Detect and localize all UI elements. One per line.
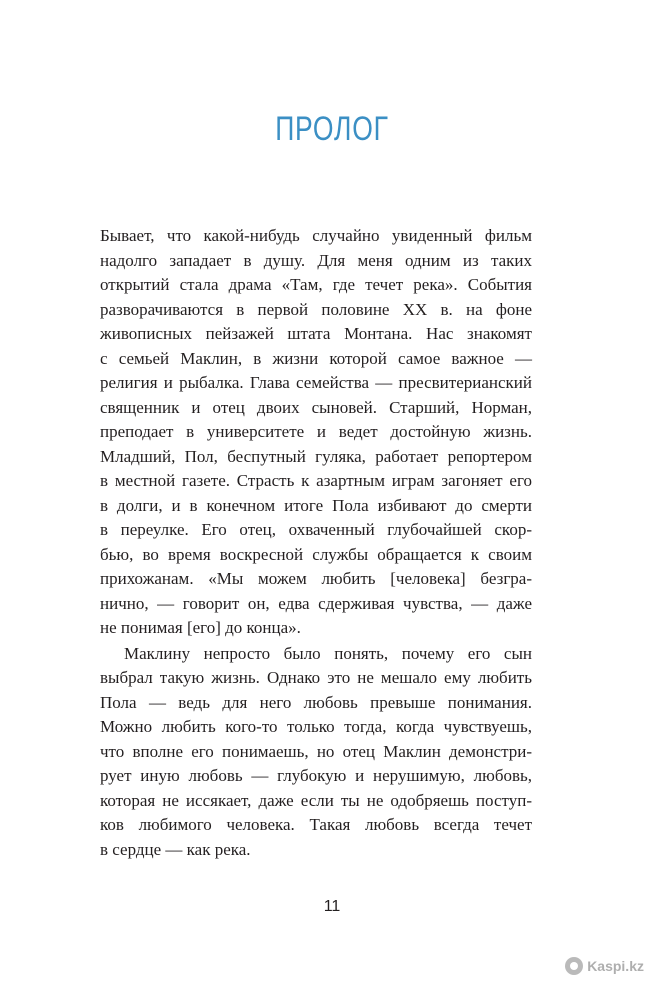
page-number: 11 xyxy=(323,898,341,915)
text-line: живописных пейзажей штата Монтана. Нас знакомят xyxy=(100,324,532,343)
text-line: открытий стала драма «Там, где течет река». События xyxy=(100,275,532,294)
text-line: выбрал такую жизнь. Однако это не мешало ему любить xyxy=(100,668,532,687)
text-line: разворачиваются в первой половине XX в. на фоне xyxy=(100,299,532,319)
text-line: в переулке. Его отец, охваченный глубочайшей скор- xyxy=(100,520,532,539)
text-line: бью, во время воскресной службы обращается к своим xyxy=(100,544,532,564)
body-text xyxy=(100,224,532,862)
text-line: преподает в университете и ведет достойную жизнь. xyxy=(100,422,532,441)
text-line: Бывает, что какой-нибудь случайно увиденный фильм xyxy=(100,226,532,245)
text-line: с семьей Маклин, в жизни которой самое важное — xyxy=(100,348,532,368)
text-line: прихожанам. «Мы можем любить [человека] безгра- xyxy=(100,569,532,588)
text-line: священник и отец двоих сыновей. Старший, Норман, xyxy=(100,397,532,417)
text-line: Пола — ведь для него любовь превыше понимания. xyxy=(100,692,532,712)
text-line: надолго западает в душу. Для меня одним из таких xyxy=(100,250,532,270)
text-line: в долги, и в конечном итоге Пола избивают до смерти xyxy=(100,495,532,515)
kaspi-logo-icon xyxy=(565,957,583,975)
text-line: Младший, Пол, беспутный гуляка, работает репортером xyxy=(100,446,532,466)
paragraph-2 xyxy=(100,642,532,863)
text-line: которая не иссякает, даже если ты не одобряешь поступ- xyxy=(100,790,532,810)
text-line: не понимая [его] до конца». xyxy=(100,618,301,637)
paragraph-1 xyxy=(100,224,532,641)
text-line: религия и рыбалка. Глава семейства — пресвитерианский xyxy=(100,373,532,392)
text-line: в местной газете. Страсть к азартным играм загоняет его xyxy=(100,471,532,490)
text-line: что вполне его понимаешь, но отец Маклин демонстри- xyxy=(100,741,532,761)
text-line: ков любимого человека. Такая любовь всегда течет xyxy=(100,815,532,834)
text-line: нично, — говорит он, едва сдерживая чувства, — даже xyxy=(100,593,532,613)
text-line: Можно любить кого-то только тогда, когда чувствуешь, xyxy=(100,717,532,736)
kaspi-watermark xyxy=(565,957,644,975)
text-line: в сердце — как река. xyxy=(100,839,251,859)
text-line: Маклину непросто было понять, почему его сын xyxy=(124,643,532,663)
watermark-text: Kaspi.kz xyxy=(587,958,644,974)
text-line: рует иную любовь — глубокую и нерушимую, любовь, xyxy=(100,766,532,785)
chapter-title: ПРОЛОГ xyxy=(275,110,389,148)
